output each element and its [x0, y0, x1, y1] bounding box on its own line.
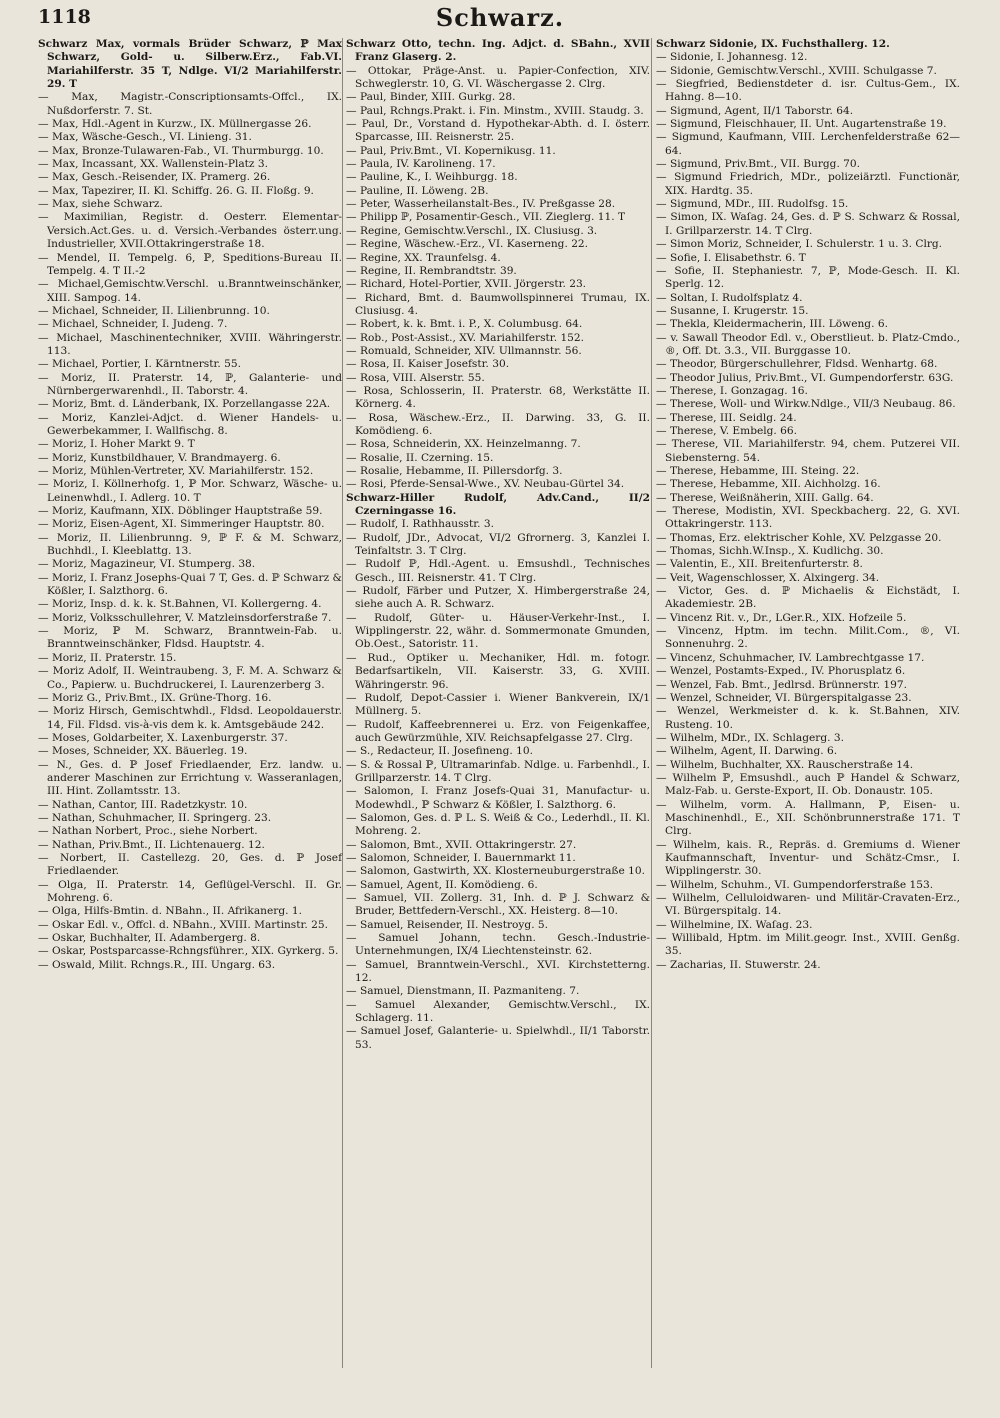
- directory-entry: — Mendel, II. Tempelg. 6, ℙ, Speditions-Bureau II. Tempelg. 4. T II.-2: [38, 251, 342, 277]
- directory-entry: — Samuel Johann, techn. Gesch.-Industrie-Unternehmungen, IX/4 Liechtensteinstr. 62.: [346, 932, 650, 958]
- directory-entry: — Peter, Wasserheilanstalt-Bes., IV. Preßgasse 28.: [346, 198, 616, 211]
- directory-entry: — Michael, Schneider, I. Judeng. 7.: [38, 318, 228, 331]
- directory-entry: — Samuel, Dienstmann, II. Pazmaniteng. 7.: [346, 985, 580, 998]
- directory-entry: — Rob., Post-Assist., XV. Mariahilferstr. 152.: [346, 331, 585, 344]
- directory-entry: — Maximilian, Registr. d. Oesterr. Elementar-Versich.Act.Ges. u. d. Versich.-Verbandes österr.ung. Industrieller, XVII.Ottakringerstraße 18.: [38, 211, 342, 251]
- directory-entry: — Vincenz, Schuhmacher, IV. Lambrechtgasse 17.: [656, 651, 925, 664]
- directory-column-1: [38, 38, 342, 972]
- directory-entry: — Moriz, II. Praterstr. 14, ℙ, Galanterie- und Nürnbergerwarenhdl., II. Taborstr. 4.: [38, 371, 342, 397]
- directory-entry: — Samuel Alexander, Gemischtw.Verschl., IX. Schlagerg. 11.: [346, 998, 650, 1025]
- directory-entry: — Nathan, Priv.Bmt., II. Lichtenauerg. 12.: [38, 838, 265, 851]
- directory-entry: — Sidonie, I. Johannesg. 12.: [656, 51, 808, 64]
- directory-entry: — Moriz, Mühlen-Vertreter, XV. Mariahilferstr. 152.: [38, 465, 314, 477]
- directory-entry: — Siegfried, Bedienstdeter d. isr. Cultus-Gem., IX. Hahng. 8—10.: [656, 78, 960, 104]
- directory-column-3: [656, 38, 960, 972]
- directory-entry: — Therese, Hebamme, III. Steing. 22.: [656, 465, 860, 477]
- directory-entry: Schwarz Otto, techn. Ing. Adjct. d. SBahn., XVII Franz Glaserg. 2.: [346, 38, 650, 64]
- directory-column-2: [346, 38, 650, 1052]
- directory-entry: — Therese, Hebamme, XII. Aichholzg. 16.: [656, 478, 881, 491]
- directory-entry: — Rud., Optiker u. Mechaniker, Hdl. m. fotogr. Bedarfsartikeln, VII. Kaiserstr. 33, G. XVIII. Währingerstr. 96.: [346, 651, 650, 691]
- directory-entry: — Max, Gesch.-Reisender, IX. Pramerg. 26.: [38, 171, 271, 184]
- directory-entry: — Paul, Rchngs.Prakt. i. Fin. Minstm., XVIII. Staudg. 3.: [346, 104, 644, 117]
- directory-entry: — Sigmund, Fleischhauer, II. Unt. Augartenstraße 19.: [656, 118, 947, 131]
- directory-entry: — Soltan, I. Rudolfsplatz 4.: [656, 291, 803, 304]
- directory-entry: — Paul, Dr., Vorstand d. Hypothekar-Abth. d. I. österr. Sparcasse, III. Reisnerstr. 25.: [346, 118, 650, 144]
- directory-entry: — Moriz, I. Franz Josephs-Quai 7 T, Ges. d. ℙ Schwarz & Kößler, I. Salzthorg. 6.: [38, 571, 342, 598]
- directory-entry: — Therese, Woll- und Wirkw.Ndlge., VII/3 Neubaug. 86.: [656, 398, 956, 411]
- directory-entry: — Willibald, Hptm. im Milit.geogr. Inst., XVIII. Genßg. 35.: [656, 932, 960, 958]
- directory-entry: — Olga, Hilfs-Bmtin. d. NBahn., II. Afrikanerg. 1.: [38, 905, 302, 918]
- directory-entry: — Wilhelm, Buchhalter, XX. Rauscherstraße 14.: [656, 758, 914, 771]
- directory-entry: — Sofie, I. Elisabethstr. 6. T: [656, 251, 806, 264]
- directory-entry: — Rosa, Wäschew.-Erz., II. Darwing. 33, G. II. Komödieng. 6.: [346, 411, 650, 437]
- directory-entry: — Wilhelm, kais. R., Repräs. d. Gremiums d. Wiener Kaufmannschaft, Inventur- und Schätz-Cmsr., I. Wipplingerstr. 30.: [656, 838, 960, 878]
- directory-entry: — N., Ges. d. ℙ Josef Friedlaender, Erz. landw. u. anderer Maschinen zur Errichtung v. Wasseranlagen, III. Hint. Zollamtsstr. 13.: [38, 758, 342, 798]
- directory-entry: — Rudolf, I. Rathhausstr. 3.: [346, 518, 494, 531]
- directory-entry: — Wenzel, Schneider, VI. Bürgerspitalgasse 23.: [656, 691, 912, 704]
- directory-entry: — Wilhelmine, IX. Waſag. 23.: [656, 918, 813, 931]
- directory-entry: — Salomon, Bmt., XVII. Ottakringerstr. 27.: [346, 838, 577, 851]
- directory-entry: — Wenzel, Fab. Bmt., Jedlrsd. Brünnerstr. 197.: [656, 678, 907, 691]
- directory-entry: — Max, Magistr.-Conscriptionsamts-Offcl., IX. Nußdorferstr. 7. St.: [38, 91, 342, 117]
- directory-entry: — Moriz, Kanzlei-Adjct. d. Wiener Handels- u. Gewerbekammer, I. Wallfischg. 8.: [38, 411, 342, 437]
- directory-entry: — Richard, Bmt. d. Baumwollspinnerei Trumau, IX. Clusiusg. 4.: [346, 291, 650, 317]
- directory-entry: — Wilhelm, MDr., IX. Schlagerg. 3.: [656, 731, 844, 744]
- directory-entry: — Romuald, Schneider, XIV. Ullmannstr. 56.: [346, 344, 582, 357]
- directory-entry: — Regine, Gemischtw.Verschl., IX. Clusiusg. 3.: [346, 224, 598, 237]
- directory-entry: — Regine, II. Rembrandtstr. 39.: [346, 264, 517, 277]
- directory-entry: — Sigmund Friedrich, MDr., polizeiärztl. Functionär, XIX. Hardtg. 35.: [656, 171, 960, 197]
- directory-entry: — S. & Rossal ℙ, Ultramarinfab. Ndlge. u. Farbenhdl., I. Grillparzerstr. 14. T Clrg.: [346, 758, 650, 784]
- directory-entry: — Moriz, Kaufmann, XIX. Döblinger Hauptstraße 59.: [38, 505, 323, 518]
- directory-entry: — Rosalie, II. Czerning. 15.: [346, 451, 494, 464]
- page-heading: Schwarz.: [435, 3, 565, 32]
- directory-entry: — Wilhelm, Schuhm., VI. Gumpendorferstraße 153.: [656, 878, 934, 891]
- directory-entry: — Nathan, Schuhmacher, II. Springerg. 23.: [38, 811, 272, 824]
- directory-entry: — Sigmund, Kaufmann, VIII. Lerchenfelderstraße 62—64.: [656, 131, 960, 157]
- directory-entry: — Rudolf, Kaffeebrennerei u. Erz. von Feigenkaffee, auch Gewürzmühle, XIV. Reichsapfelgasse 27. Clrg.: [346, 718, 650, 744]
- directory-entry: — Moriz, Insp. d. k. k. St.Bahnen, VI. Kollergerng. 4.: [38, 598, 322, 611]
- directory-entry: — Moriz, Magazineur, VI. Stumperg. 38.: [38, 558, 256, 571]
- directory-entry: — S., Redacteur, II. Josefineng. 10.: [346, 745, 533, 758]
- directory-entry: — Paula, IV. Karolineng. 17.: [346, 158, 496, 171]
- directory-entry: — Michael, Maschinentechniker, XVIII. Währingerstr. 113.: [38, 331, 342, 357]
- directory-entry: — Pauline, K., I. Weihburgg. 18.: [346, 171, 518, 184]
- directory-entry: — Rosa, Schneiderin, XX. Heinzelmanng. 7.: [346, 438, 581, 451]
- directory-entry: — Salomon, Gastwirth, XX. Klosterneuburgerstraße 10.: [346, 865, 645, 878]
- directory-entry: — Samuel, VII. Zollerg. 31, Inh. d. ℙ J. Schwarz & Bruder, Bettfedern-Verschl., XX. Heisterg. 8—10.: [346, 892, 650, 918]
- directory-entry: — Rudolf ℙ, Hdl.-Agent. u. Emsushdl., Technisches Gesch., III. Reisnerstr. 41. T Clrg.: [346, 558, 650, 584]
- directory-entry: — Moriz, Bmt. d. Länderbank, IX. Porzellangasse 22A.: [38, 398, 331, 411]
- directory-entry: — Michael, Portier, I. Kärntnerstr. 55.: [38, 358, 241, 371]
- directory-entry: — Rudolf, Güter- u. Häuser-Verkehr-Inst., I. Wipplingerstr. 22, währ. d. Sommermonate Gmunden, Ob.Oest., Satoristr. 11.: [346, 611, 650, 651]
- directory-entry: — Valentin, E., XII. Breitenfurterstr. 8.: [656, 558, 863, 571]
- directory-entry: — Thekla, Kleidermacherin, III. Löweng. 6.: [656, 318, 888, 331]
- directory-entry: — Moriz, II. Lilienbrunng. 9, ℙ F. & M. Schwarz, Buchhdl., I. Kleeblattg. 13.: [38, 531, 342, 558]
- directory-entry: — Wenzel, Postamts-Exped., IV. Phorusplatz 6.: [656, 665, 906, 678]
- directory-entry: — Oskar, Buchhalter, II. Adambergerg. 8.: [38, 932, 261, 945]
- directory-entry: — Theodor Julius, Priv.Bmt., VI. Gumpendorferstr. 63G.: [656, 371, 954, 384]
- directory-entry: — Wilhelm, vorm. A. Hallmann, ℙ, Eisen- u. Maschinenhdl., E., XII. Schönbrunnerstraße 171. T Clrg.: [656, 798, 960, 838]
- directory-entry: — Moriz, I. Hoher Markt 9. T: [38, 438, 195, 451]
- directory-entry: — Oswald, Milit. Rchngs.R., III. Ungarg. 63.: [38, 958, 276, 971]
- directory-entry: — Max, Bronze-Tulawaren-Fab., VI. Thurmburgg. 10.: [38, 144, 324, 157]
- directory-entry: — Therese, I. Gonzagag. 16.: [656, 384, 808, 397]
- directory-entry: — Susanne, I. Krugerstr. 15.: [656, 304, 809, 317]
- directory-entry: — Therese, Modistin, XVI. Speckbacherg. 22, G. XVI. Ottakringerstr. 113.: [656, 505, 960, 531]
- directory-entry: — Therese, VII. Mariahilferstr. 94, chem. Putzerei VII. Siebensterng. 54.: [656, 438, 960, 464]
- directory-entry: — Salomon, Ges. d. ℙ L. S. Weiß & Co., Lederhdl., II. Kl. Mohreng. 2.: [346, 811, 650, 838]
- directory-entry: — Salomon, I. Franz Josefs-Quai 31, Manufactur- u. Modewhdl., ℙ Schwarz & Kößler, I. Salzthorg. 6.: [346, 785, 650, 811]
- directory-entry: — Robert, k. k. Bmt. i. P., X. Columbusg. 64.: [346, 318, 583, 331]
- directory-entry: — Simon, IX. Waſag. 24, Ges. d. ℙ S. Schwarz & Rossal, I. Grillparzerstr. 14. T Clrg.: [656, 211, 960, 237]
- directory-entry: — Paul, Priv.Bmt., VI. Kopernikusg. 11.: [346, 144, 556, 157]
- directory-entry: — Veit, Wagenschlosser, X. Alxingerg. 34.: [656, 571, 880, 584]
- directory-entry: — Nathan, Cantor, III. Radetzkystr. 10.: [38, 798, 248, 811]
- directory-entry: — Samuel, Agent, II. Komödieng. 6.: [346, 878, 538, 891]
- directory-entry: Schwarz Max, vormals Brüder Schwarz, ℙ Max Schwarz, Gold- u. Silberw.Erz., Fab.VI. Mariahilferstr. 35 T, Ndlge. VI/2 Mariahilferstr. 29. T: [38, 38, 342, 91]
- directory-entry: — Sidonie, Gemischtw.Verschl., XVIII. Schulgasse 7.: [656, 64, 937, 77]
- directory-entry: — Wenzel, Werkmeister d. k. k. St.Bahnen, XIV. Rusteng. 10.: [656, 705, 960, 731]
- directory-entry: — Sigmund, Priv.Bmt., VII. Burgg. 70.: [656, 158, 861, 171]
- directory-entry: — Max, Wäsche-Gesch., VI. Linieng. 31.: [38, 131, 252, 144]
- directory-entry: — Rosa, VIII. Alserstr. 55.: [346, 371, 485, 384]
- page-number: 1118: [38, 6, 91, 28]
- directory-entry: — Max, Incassant, XX. Wallenstein-Platz 3.: [38, 158, 268, 171]
- directory-entry: Schwarz Sidonie, IX. Fuchsthallerg. 12.: [656, 38, 890, 50]
- directory-entry: — Oskar Edl. v., Offcl. d. NBahn., XVIII. Martinstr. 25.: [38, 918, 328, 931]
- directory-entry: — Samuel Josef, Galanterie- u. Spielwhdl., II/1 Taborstr. 53.: [346, 1025, 650, 1051]
- directory-entry: — Moriz, Volksschullehrer, V. Matzleinsdorferstraße 7.: [38, 611, 332, 624]
- directory-entry: — Moriz Adolf, II. Weintraubeng. 3, F. M. A. Schwarz & Co., Papierw. u. Buchdruckerei, I. Laurenzerberg 3.: [38, 665, 342, 691]
- directory-entry: — Therese, V. Embelg. 66.: [656, 424, 798, 437]
- directory-entry: — Rosi, Pferde-Sensal-Wwe., XV. Neubau-Gürtel 34.: [346, 478, 625, 491]
- directory-entry: — Ottokar, Präge-Anst. u. Papier-Confection, XIV. Schweglerstr. 10, G. VI. Wäschergasse 2. Clrg.: [346, 64, 650, 91]
- directory-entry: — Sigmund, Agent, II/1 Taborstr. 64.: [656, 104, 854, 117]
- directory-entry: — Samuel, Reisender, II. Nestroyg. 5.: [346, 918, 549, 931]
- directory-entry: — Vincenz Rit. v., Dr., LGer.R., XIX. Hofzeile 5.: [656, 611, 907, 624]
- directory-entry: — Richard, Hotel-Portier, XVII. Jörgerstr. 23.: [346, 278, 587, 291]
- directory-entry: — Theodor, Bürgerschullehrer, Fldsd. Wenhartg. 68.: [656, 358, 938, 371]
- directory-entry: — Regine, XX. Traunfelsg. 4.: [346, 251, 501, 264]
- directory-entry: — Thomas, Sichh.W.Insp., X. Kudlichg. 30.: [656, 545, 884, 558]
- directory-entry: — Rudolf, JDr., Advocat, VI/2 Gfrornerg. 3, Kanzlei I. Teinfaltstr. 3. T Clrg.: [346, 531, 650, 558]
- directory-entry: — Nathan Norbert, Proc., siehe Norbert.: [38, 825, 258, 838]
- directory-entry: — Vincenz, Hptm. im techn. Milit.Com., ®, VI. Sonnenuhrg. 2.: [656, 625, 960, 651]
- directory-entry: — Sofie, II. Stephaniestr. 7, ℙ, Mode-Gesch. II. Kl. Sperlg. 12.: [656, 264, 960, 291]
- directory-entry: — Max, siehe Schwarz.: [38, 198, 163, 211]
- directory-entry: — Rudolf, Färber und Putzer, X. Himbergerstraße 24, siehe auch A. R. Schwarz.: [346, 585, 650, 611]
- directory-entry: — Max, Hdl.-Agent in Kurzw., IX. Müllnergasse 26.: [38, 118, 312, 131]
- directory-entry: — Therese, Weißnäherin, XIII. Gallg. 64.: [656, 491, 874, 504]
- directory-entry: — Samuel, Branntwein-Verschl., XVI. Kirchstetterng. 12.: [346, 958, 650, 985]
- directory-entry: — Wilhelm, Celluloidwaren- und Militär-Cravaten-Erz., VI. Bürgerspitalg. 14.: [656, 892, 960, 918]
- directory-entry: — Sigmund, MDr., III. Rudolfsg. 15.: [656, 198, 849, 211]
- directory-entry: Schwarz-Hiller Rudolf, Adv.Cand., II/2 Czerningasse 16.: [346, 491, 650, 518]
- directory-entry: — Moriz G., Priv.Bmt., IX. Grüne-Thorg. 16.: [38, 691, 272, 704]
- directory-entry: — Victor, Ges. d. ℙ Michaelis & Eichstädt, I. Akademiestr. 2B.: [656, 585, 960, 611]
- directory-entry: — Rosa, II. Kaiser Josefstr. 30.: [346, 358, 510, 371]
- directory-entry: — Therese, III. Seidlg. 24.: [656, 411, 797, 424]
- directory-entry: — Oskar, Postsparcasse-Rchngsführer., XIX. Gyrkerg. 5.: [38, 945, 339, 958]
- directory-entry: — Olga, II. Praterstr. 14, Geflügel-Verschl. II. Gr. Mohreng. 6.: [38, 878, 342, 904]
- directory-entry: — Moriz, I. Köllnerhofg. 1, ℙ Mor. Schwarz, Wäsche- u. Leinenwhdl., I. Adlerg. 10. T: [38, 478, 342, 504]
- directory-entry: — Paul, Binder, XIII. Gurkg. 28.: [346, 91, 516, 104]
- directory-entry: — Max, Tapezirer, II. Kl. Schiffg. 26. G. II. Floßg. 9.: [38, 184, 314, 197]
- directory-entry: — Moses, Goldarbeiter, X. Laxenburgerstr. 37.: [38, 731, 288, 744]
- directory-entry: — Wilhelm, Agent, II. Darwing. 6.: [656, 745, 838, 758]
- directory-entry: — Michael,Gemischtw.Verschl. u.Branntweinschänker, XIII. Sampog. 14.: [38, 278, 342, 304]
- directory-entry: — Wilhelm ℙ, Emsushdl., auch ℙ Handel & Schwarz, Malz-Fab. u. Gerste-Export, II. Ob. Donaustr. 105.: [656, 771, 960, 798]
- directory-entry: — Moriz Hirsch, Gemischtwhdl., Fldsd. Leopoldauerstr. 14, Fil. Fldsd. vis-à-vis dem k. k. Amtsgebäude 242.: [38, 705, 342, 731]
- directory-entry: — Moriz, ℙ M. Schwarz, Branntwein-Fab. u. Branntweinschänker, Fldsd. Hauptstr. 4.: [38, 625, 342, 651]
- directory-entry: — Pauline, II. Löweng. 2B.: [346, 184, 489, 197]
- directory-entry: — Thomas, Erz. elektrischer Kohle, XV. Pelzgasse 20.: [656, 531, 942, 544]
- directory-entry: — Norbert, II. Castellezg. 20, Ges. d. ℙ Josef Friedlaender.: [38, 851, 342, 878]
- directory-entry: — Moriz, II. Praterstr. 15.: [38, 651, 177, 664]
- column-divider: [342, 38, 343, 1368]
- directory-entry: — Moses, Schneider, XX. Bäuerleg. 19.: [38, 745, 248, 758]
- directory-entry: — Rosalie, Hebamme, II. Pillersdorfg. 3.: [346, 465, 563, 477]
- directory-entry: — Rudolf, Depot-Cassier i. Wiener Bankverein, IX/1 Müllnerg. 5.: [346, 691, 650, 718]
- directory-entry: — Salomon, Schneider, I. Bauernmarkt 11.: [346, 851, 576, 864]
- directory-entry: — Moriz, Kunstbildhauer, V. Brandmayerg. 6.: [38, 451, 281, 464]
- directory-entry: — Zacharias, II. Stuwerstr. 24.: [656, 958, 821, 971]
- directory-entry: — Michael, Schneider, II. Lilienbrunng. 10.: [38, 304, 270, 317]
- directory-entry: — Regine, Wäschew.-Erz., VI. Kaserneng. 22.: [346, 238, 589, 251]
- directory-entry: — Rosa, Schlosserin, II. Praterstr. 68, Werkstätte II. Körnerg. 4.: [346, 384, 650, 411]
- directory-entry: — Philipp ℙ, Posamentir-Gesch., VII. Zieglerg. 11. T: [346, 211, 626, 224]
- column-divider: [651, 38, 652, 1368]
- directory-entry: — Moriz, Eisen-Agent, XI. Simmeringer Hauptstr. 80.: [38, 518, 325, 531]
- directory-entry: — Simon Moriz, Schneider, I. Schulerstr. 1 u. 3. Clrg.: [656, 238, 943, 251]
- directory-entry: — v. Sawall Theodor Edl. v., Oberstlieut. b. Platz-Cmdo., ®, Off. Dt. 3.3., VII. Burggasse 10.: [656, 331, 960, 357]
